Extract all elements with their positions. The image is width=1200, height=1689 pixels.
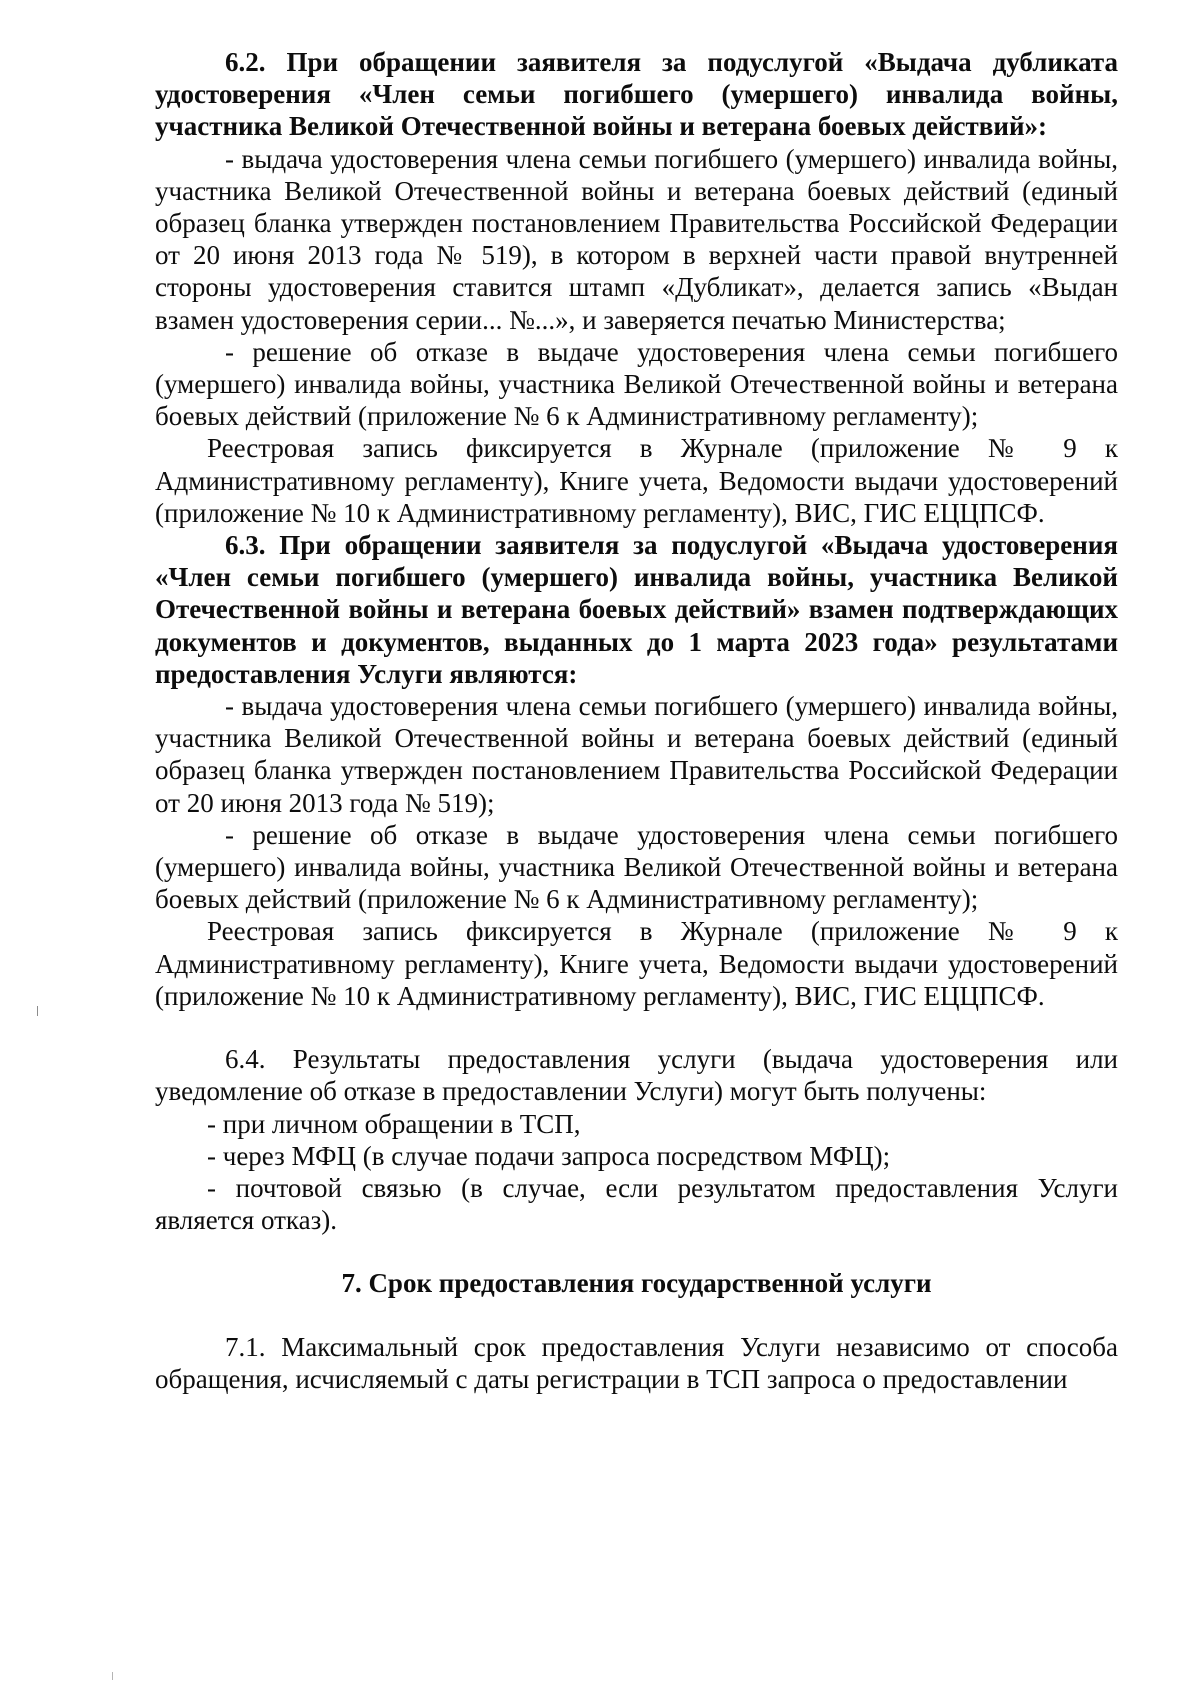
- section-6-4-item-post: - почтовой связью (в случае, если результатом предоставления Услуги является отказ).: [155, 1172, 1118, 1236]
- scan-artifact-mark: [112, 1672, 113, 1680]
- spacer: [155, 1300, 1118, 1331]
- section-6-2-item-issue: - выдача удостоверения члена семьи погибшего (умершего) инвалида войны, участника Великой Отечественной войны и ветерана боевых действий (единый образец бланка утвержден постановлением Правительства Российской Федерации от 20 июня 2013 года № 519), в котором в верхней части правой внутренней стороны удостоверения ставится штамп «Дубликат», делается запись «Выдан взамен удостоверения серии... №...», и заверяется печатью Министерства;: [155, 143, 1118, 335]
- section-6-3-registry: Реестровая запись фиксируется в Журнале (приложение № 9 к Административному регламенту), Книге учета, Ведомости выдачи удостоверений (приложение № 10 к Административному регламенту), ВИС, ГИС ЕЦЦПСФ.: [155, 916, 1118, 1011]
- section-6-3-item-issue: - выдача удостоверения члена семьи погибшего (умершего) инвалида войны, участника Великой Отечественной войны и ветерана боевых действий (единый образец бланка утвержден постановлением Правительства Российской Федерации от 20 июня 2013 года № 519);: [155, 691, 1118, 818]
- section-6-4-intro: 6.4. Результаты предоставления услуги (выдача удостоверения или уведомление об отказе в предоставлении Услуги) могут быть получены:: [155, 1044, 1118, 1107]
- spacer: [155, 1012, 1118, 1043]
- spacer: [155, 1236, 1118, 1267]
- section-6-4-item-mfc: - через МФЦ (в случае подачи запроса посредством МФЦ);: [207, 1140, 891, 1171]
- section-6-2-registry: Реестровая запись фиксируется в Журнале (приложение № 9 к Административному регламенту), Книге учета, Ведомости выдачи удостоверений (приложение № 10 к Административному регламенту), ВИС, ГИС ЕЦЦПСФ.: [155, 433, 1118, 528]
- document-body: [155, 46, 1118, 1395]
- section-6-2-title: 6.2. При обращении заявителя за подуслугой «Выдача дубликата удостоверения «Член семьи погибшего (умершего) инвалида войны, участника Великой Отечественной войны и ветерана боевых действий»:: [155, 47, 1118, 142]
- section-6-3-title: 6.3. При обращении заявителя за подуслугой «Выдача удостоверения «Член семьи погибшего (умершего) инвалида войны, участника Великой Отечественной войны и ветерана боевых действий» взамен подтверждающих документов и документов, выданных до 1 марта 2023 года» результатами предоставления Услуги являются:: [155, 530, 1118, 689]
- section-6-2-item-refusal: - решение об отказе в выдаче удостоверения члена семьи погибшего (умершего) инвалида войны, участника Великой Отечественной войны и ветерана боевых действий (приложение № 6 к Административному регламенту);: [155, 336, 1118, 432]
- section-6-3-item-refusal: - решение об отказе в выдаче удостоверения члена семьи погибшего (умершего) инвалида войны, участника Великой Отечественной войны и ветерана боевых действий (приложение № 6 к Административному регламенту);: [155, 819, 1118, 915]
- section-6-4-item-in-person: - при личном обращении в ТСП,: [207, 1108, 581, 1139]
- scan-artifact-mark: [37, 1006, 38, 1016]
- section-7-heading: 7. Срок предоставления государственной услуги: [341, 1268, 932, 1299]
- section-7-1-paragraph: 7.1. Максимальный срок предоставления Услуги независимо от способа обращения, исчисляемый с даты регистрации в ТСП запроса о предоставлении: [155, 1331, 1118, 1394]
